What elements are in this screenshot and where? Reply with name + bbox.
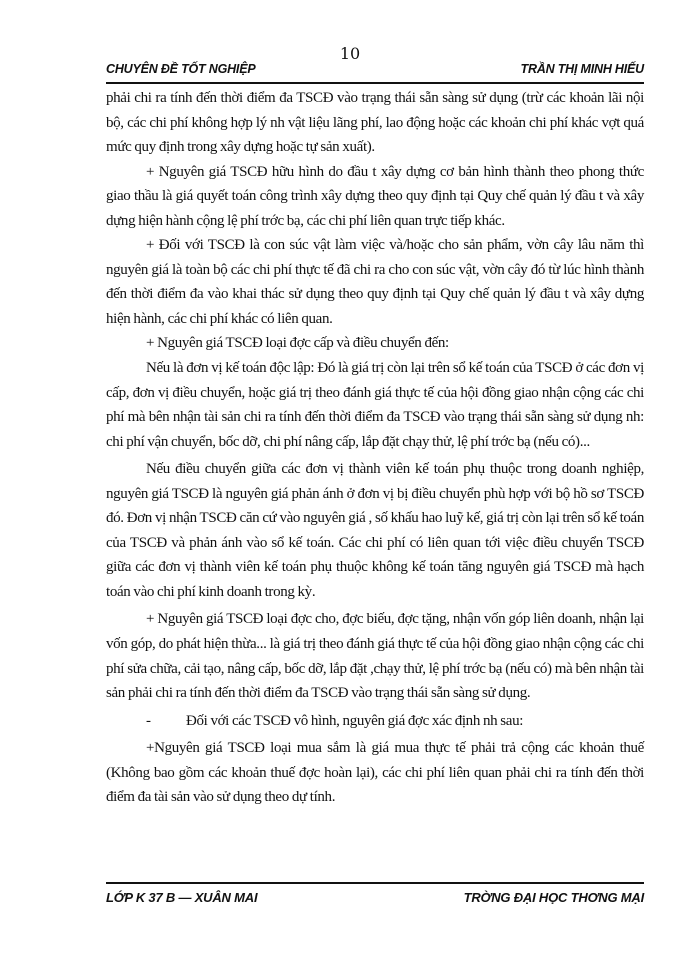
footer-class: LỚP K 37 B — XUÂN MAI [106,890,258,905]
header-rule [106,82,644,84]
paragraph-construction-cost: + Nguyên giá TSCĐ hữu hình do đầu t xây dựng cơ bản hình thành theo phong thức giao thầu là giá quyết toán công trình xây dựng theo quy định tại Quy chế quản lý đầu t và xây dựng hiện hành cộng lệ phí trớc bạ, các chi phí liên quan trực tiếp khác. [106,163,644,229]
header-title: CHUYÊN ĐỀ TỐT NGHIỆP [106,62,256,76]
paragraph-purchased-intangible: +Nguyên giá TSCĐ loại mua sắm là giá mua thực tế phải trả cộng các khoản thuế (Không bao gồm các khoản thuế đợc hoàn lại), các chi phí liên quan phải chi ra tính đến thời điểm đa tài sản vào sử dụng theo dự tính. [106,740,644,806]
paragraph-continuation: phải chi ra tính đến thời điểm đa TSCĐ vào trạng thái sẵn sàng sử dụng (trừ các khoản lãi nội bộ, các chi phí không hợp lý nh vật liệu lãng phí, lao động hoặc các khoản chi phí khác vợt quá mức quy định trong xây dựng hoặc tự sản xuất). [106,90,644,156]
page-number: 10 [339,44,361,63]
paragraph-transferred-assets-heading: + Nguyên giá TSCĐ loại đợc cấp và điều chuyển đến: [146,335,449,352]
paragraph-independent-unit: Nếu là đơn vị kế toán độc lập: Đó là giá trị còn lại trên sổ kế toán của TSCĐ ở các đơn vị cấp, đơn vị điều chuyển, hoặc giá trị theo đánh giá thực tế của hội đồng giao nhận cộng các chi phí mà bên nhận tài sản chi ra tính đến thời điểm đa TSCĐ vào trạng thái sẵn sàng sử dụng nh: chi phí vận chuyển, bốc dỡ, chi phí nâng cấp, lắp đặt chạy thử, lệ phí trớc bạ (nếu có)... [106,360,644,450]
page-header [106,62,644,82]
paragraph-donated-assets: + Nguyên giá TSCĐ loại đợc cho, đợc biếu, đợc tặng, nhận vốn góp liên doanh, nhận lại vốn góp, do phát hiện thừa... là giá trị theo đánh giá thực tế của hội đồng giao nhận cộng các chi phí sửa chữa, cải tạo, nâng cấp, bốc dỡ, lắp đặt ,chạy thử, lệ phí trớc bạ (nếu có) mà bên nhận tài sản phải chi ra tính đến thời điểm đa TSCĐ vào trạng thái sẵn sàng sử dụng. [106,611,644,702]
body-text [106,86,644,810]
header-author: TRẦN THỊ MINH HIẾU [520,62,644,76]
page-footer [106,890,644,912]
paragraph-livestock-plantation: + Đối với TSCĐ là con súc vật làm việc và/hoặc cho sản phẩm, vờn cây lâu năm thì nguyên giá là toàn bộ các chi phí thực tế đã chi ra cho con súc vật, vờn cây đó từ lúc hình thành đến thời điểm đa vào khai thác sử dụng theo quy định tại Quy chế quản lý đầu t và xây dựng hiện hành, các chi phí khác có liên quan. [106,237,644,327]
bullet-dash: - [146,712,151,729]
footer-university: TRỜNG ĐẠI HỌC THƠNG MẠI [463,890,644,905]
intangible-heading-text: Đối với các TSCĐ vô hình, nguyên giá đợc xác định nh sau: [186,712,524,729]
paragraph-intangible-heading [106,709,644,734]
paragraph-dependent-unit: Nếu điều chuyển giữa các đơn vị thành viên kế toán phụ thuộc trong doanh nghiệp, nguyên giá TSCĐ là nguyên giá phản ánh ở đơn vị bị điều chuyển phù hợp với bộ hồ sơ TSCĐ đó. Đơn vị nhận TSCĐ căn cứ vào nguyên giá , số khấu hao luỹ kế, giá trị còn lại trên sổ kế toán của TSCĐ và phản ánh vào sổ kế toán. Các chi phí có liên quan tới việc điều chuyển TSCĐ giữa các đơn vị thành viên kế toán phụ thuộc không kế toán tăng nguyên giá TSCĐ mà hạch toán vào chi phí kinh doanh trong kỳ. [106,461,644,600]
footer-rule [106,882,644,884]
